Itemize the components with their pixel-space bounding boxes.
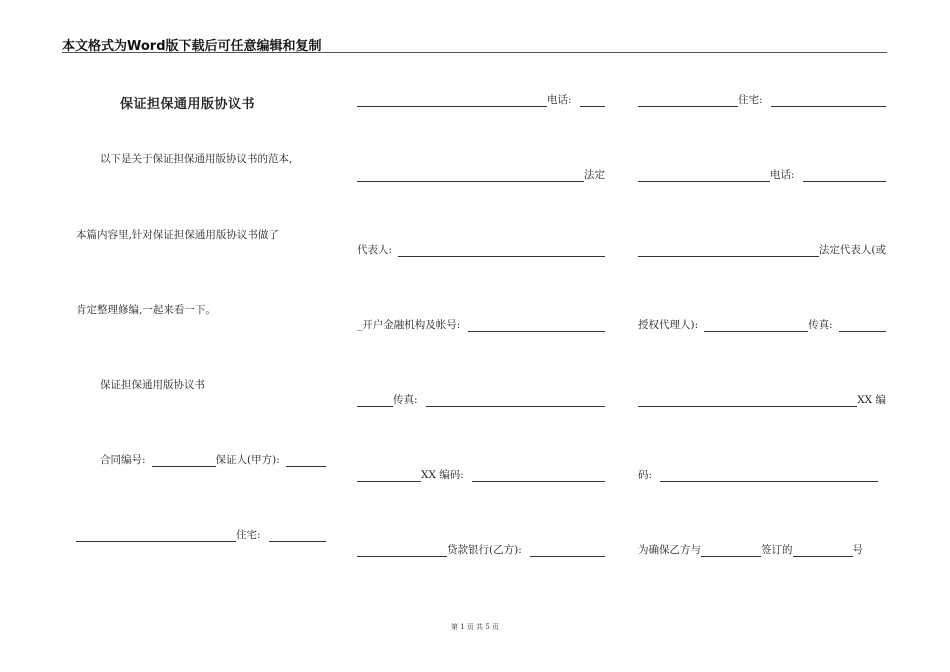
c3-agent-blank[interactable]: [704, 320, 808, 332]
intro-text-3: 肯定整理修编,一起来看一下。: [76, 304, 216, 316]
bank-label: _开户金融机构及帐号:: [357, 319, 461, 331]
rep-line: [357, 243, 605, 257]
phone-prefix-blank[interactable]: [357, 95, 547, 107]
c3-postcode-part2: 码:: [638, 469, 653, 481]
guarantor-label: 保证人(甲方):: [215, 454, 280, 466]
intro-line-3: [76, 303, 326, 317]
residence-line: [76, 528, 326, 542]
residence-blank[interactable]: [269, 530, 326, 542]
c3-fax-label: 传真:: [808, 319, 833, 331]
c3-ensure-blank-2[interactable]: [793, 545, 853, 557]
document-title: 保证担保通用版协议书: [120, 97, 256, 112]
residence-label: 住宅:: [236, 529, 261, 541]
c3-legal-rep-label: 法定代表人(或: [818, 244, 886, 256]
c3-residence-blank[interactable]: [771, 95, 886, 107]
page-header: 本文格式为Word版下载后可任意编辑和复制: [62, 39, 322, 54]
contract-no-line: [76, 453, 326, 467]
c3-postcode-cont-line: [638, 468, 886, 482]
c3-postcode-prefix-blank[interactable]: [638, 395, 857, 407]
postcode-label: XX 编码:: [421, 469, 464, 481]
phone-label: 电话:: [547, 94, 572, 106]
lender-prefix-blank[interactable]: [357, 545, 447, 557]
legal-line: [357, 168, 605, 182]
c3-fax-blank[interactable]: [839, 320, 886, 332]
contract-no-label: 合同编号:: [100, 454, 146, 466]
lender-line: [357, 543, 605, 557]
c3-residence-prefix-blank[interactable]: [638, 95, 738, 107]
c3-phone-label: 电话:: [770, 169, 795, 181]
intro-text-2: 本篇内容里,针对保证担保通用版协议书做了: [76, 229, 279, 241]
c3-postcode-line: [638, 393, 886, 407]
contract-no-blank[interactable]: [152, 455, 216, 467]
bank-line: [357, 318, 605, 332]
legal-label: 法定: [584, 169, 605, 181]
c3-postcode-part1: XX 编: [857, 394, 886, 406]
bank-blank[interactable]: [468, 320, 605, 332]
fax-blank[interactable]: [426, 395, 605, 407]
page-number: 第 1 页 共 5 页: [450, 623, 500, 631]
postcode-blank[interactable]: [472, 470, 605, 482]
sub-title: 保证担保通用版协议书: [100, 379, 205, 391]
sub-title-line: [76, 378, 326, 392]
c3-agent-line: [638, 318, 886, 332]
rep-label: 代表人:: [357, 244, 393, 256]
c3-phone-line: [638, 168, 886, 182]
c3-postcode-blank[interactable]: [660, 470, 878, 482]
guarantor-blank[interactable]: [286, 455, 326, 467]
lender-label: 贷款银行(乙方):: [447, 544, 522, 556]
intro-line-2: [76, 228, 326, 242]
c3-ensure-3: 号: [852, 544, 863, 556]
c3-legal-rep-line: [638, 243, 886, 257]
c3-residence-line: [638, 93, 886, 107]
lender-blank[interactable]: [530, 545, 605, 557]
c3-ensure-2: 签订的: [761, 544, 793, 556]
c3-phone-prefix-blank[interactable]: [638, 170, 770, 182]
legal-prefix-blank[interactable]: [357, 170, 584, 182]
fax-label: 传真:: [393, 394, 418, 406]
c3-legal-rep-blank[interactable]: [638, 245, 819, 257]
rep-blank[interactable]: [398, 245, 605, 257]
postcode-line: [357, 468, 605, 482]
c3-phone-blank[interactable]: [803, 170, 886, 182]
postcode-prefix-blank[interactable]: [357, 470, 421, 482]
c3-ensure-blank-1[interactable]: [701, 545, 761, 557]
fax-prefix-blank[interactable]: [357, 395, 393, 407]
c3-ensure-1: 为确保乙方与: [638, 544, 701, 556]
phone-line: [357, 93, 605, 107]
c3-agent-label: 授权代理人):: [638, 319, 699, 331]
intro-text-1: 以下是关于保证担保通用版协议书的范本,: [100, 153, 293, 165]
residence-prefix-blank[interactable]: [76, 530, 236, 542]
c3-residence-label: 住宅:: [738, 94, 763, 106]
phone-blank[interactable]: [580, 95, 605, 107]
header-divider: [62, 52, 887, 53]
c3-ensure-line: [638, 543, 886, 557]
fax-line: [357, 393, 605, 407]
intro-line-1: [76, 152, 326, 166]
